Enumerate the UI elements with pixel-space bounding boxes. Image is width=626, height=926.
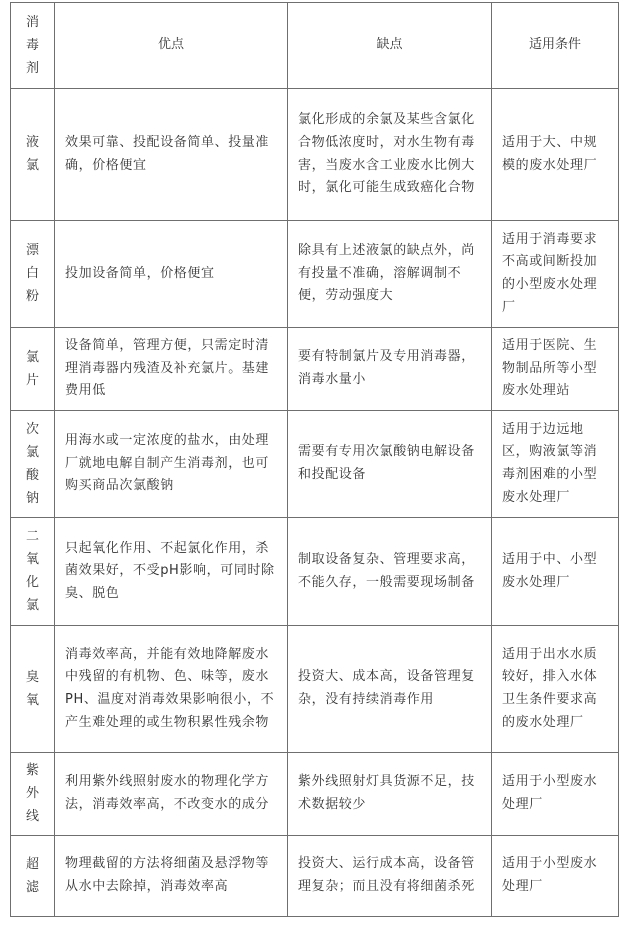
cell-advantages: 利用紫外线照射废水的物理化学方法，消毒效率高，不改变水的成分 [55, 753, 288, 836]
cell-agent: 次氯酸钠 [11, 411, 55, 518]
cell-agent: 氯片 [11, 328, 55, 411]
header-advantages: 优点 [55, 3, 288, 89]
header-agent: 消毒剂 [11, 3, 55, 89]
table-row [11, 518, 619, 626]
table-row [11, 753, 619, 836]
cell-agent: 臭氧 [11, 626, 55, 753]
cell-disadvantages: 要有特制氯片及专用消毒器，消毒水量小 [288, 328, 492, 411]
cell-conditions: 适用于消毒要求不高或间断投加的小型废水处理厂 [492, 221, 619, 328]
cell-agent: 漂白粉 [11, 221, 55, 328]
cell-disadvantages: 需要有专用次氯酸钠电解设备和投配设备 [288, 411, 492, 518]
table-row [11, 89, 619, 221]
cell-agent: 紫外线 [11, 753, 55, 836]
header-conditions: 适用条件 [492, 3, 619, 89]
cell-conditions: 适用于小型废水处理厂 [492, 836, 619, 917]
cell-conditions: 适用于小型废水处理厂 [492, 753, 619, 836]
cell-conditions: 适用于出水水质较好，排入水体卫生条件要求高的废水处理厂 [492, 626, 619, 753]
cell-conditions: 适用于边远地区，购液氯等消毒剂困难的小型废水处理厂 [492, 411, 619, 518]
header-disadvantages: 缺点 [288, 3, 492, 89]
cell-advantages: 设备简单，管理方便，只需定时清理消毒器内残渣及补充氯片。基建费用低 [55, 328, 288, 411]
table-row [11, 626, 619, 753]
cell-agent: 二氧化氯 [11, 518, 55, 626]
table-row [11, 836, 619, 917]
cell-disadvantages: 除具有上述液氯的缺点外，尚有投量不准确，溶解调制不便，劳动强度大 [288, 221, 492, 328]
cell-advantages: 消毒效率高，并能有效地降解废水中残留的有机物、色、味等，废水PH、温度对消毒效果影响很小，不产生难处理的或生物积累性残余物 [55, 626, 288, 753]
cell-disadvantages: 投资大、运行成本高，设备管理复杂；而且没有将细菌杀死 [288, 836, 492, 917]
cell-conditions: 适用于医院、生物制品所等小型废水处理站 [492, 328, 619, 411]
cell-advantages: 物理截留的方法将细菌及悬浮物等从水中去除掉，消毒效率高 [55, 836, 288, 917]
cell-conditions: 适用于大、中规模的废水处理厂 [492, 89, 619, 221]
cell-advantages: 只起氧化作用、不起氯化作用，杀菌效果好，不受pH影响，可同时除臭、脱色 [55, 518, 288, 626]
table-row [11, 328, 619, 411]
cell-advantages: 用海水或一定浓度的盐水，由处理厂就地电解自制产生消毒剂，也可购买商品次氯酸钠 [55, 411, 288, 518]
cell-disadvantages: 制取设备复杂、管理要求高，不能久存，一般需要现场制备 [288, 518, 492, 626]
cell-advantages: 投加设备简单，价格便宜 [55, 221, 288, 328]
cell-disadvantages: 紫外线照射灯具货源不足，技术数据较少 [288, 753, 492, 836]
table-header-row [11, 3, 619, 89]
cell-disadvantages: 投资大、成本高，设备管理复杂，没有持续消毒作用 [288, 626, 492, 753]
disinfectant-comparison-table [10, 2, 619, 917]
table-row [11, 221, 619, 328]
cell-conditions: 适用于中、小型废水处理厂 [492, 518, 619, 626]
cell-advantages: 效果可靠、投配设备简单、投量准确，价格便宜 [55, 89, 288, 221]
cell-agent: 液氯 [11, 89, 55, 221]
cell-agent: 超滤 [11, 836, 55, 917]
cell-disadvantages: 氯化形成的余氯及某些含氯化合物低浓度时，对水生物有毒害，当废水含工业废水比例大时，氯化可能生成致癌化合物 [288, 89, 492, 221]
table-row [11, 411, 619, 518]
